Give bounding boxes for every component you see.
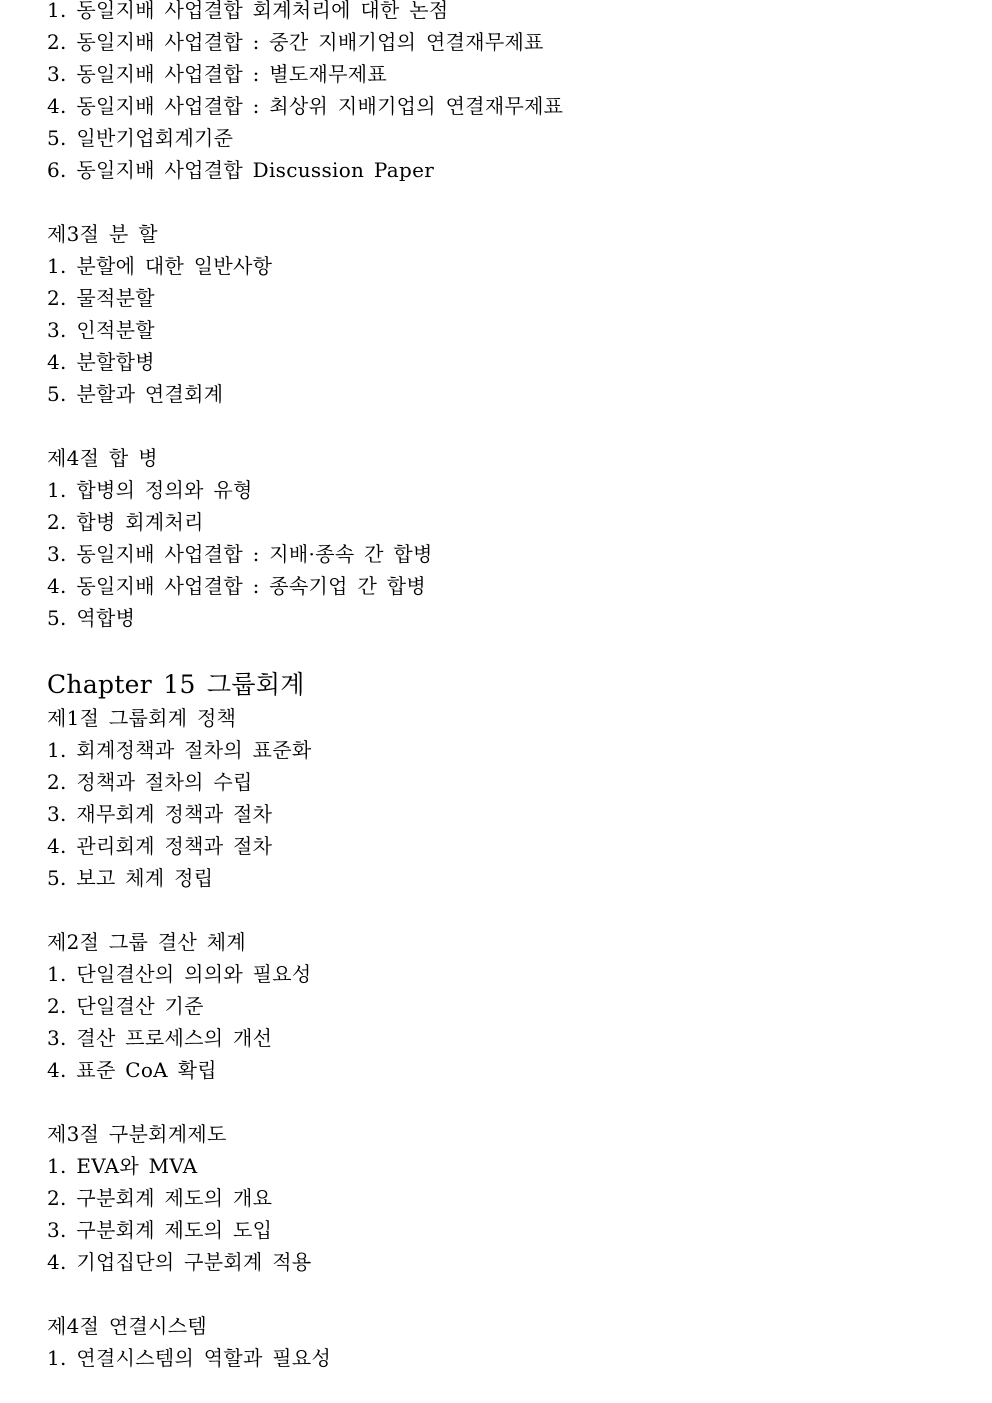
spacer [47, 1086, 967, 1118]
section-heading: 제3절 분 할 [47, 222, 158, 246]
list-item: 5. 보고 체계 정립 [47, 866, 214, 890]
list-item: 3. 인적분할 [47, 318, 155, 342]
list-item: 1. 연결시스템의 역할과 필요성 [47, 1346, 332, 1370]
list-item: 4. 동일지배 사업결합 : 종속기업 간 합병 [47, 574, 426, 598]
list-item: 1. EVA와 MVA [47, 1154, 198, 1178]
list-item: 4. 표준 CoA 확립 [47, 1058, 217, 1082]
chapter-title: Chapter 15 그룹회계 [47, 670, 305, 699]
section-heading: 제4절 합 병 [47, 446, 158, 470]
spacer [47, 410, 967, 442]
chapter15-section3 [47, 1118, 967, 1278]
list-item: 4. 관리회계 정책과 절차 [47, 834, 273, 858]
section-split [47, 218, 967, 410]
list-item: 2. 구분회계 제도의 개요 [47, 1186, 273, 1210]
list-item: 5. 역합병 [47, 606, 136, 630]
list-item: 1. 회계정책과 절차의 표준화 [47, 738, 312, 762]
list-item: 1. 단일결산의 의의와 필요성 [47, 962, 312, 986]
spacer [47, 894, 967, 926]
list-item: 3. 동일지배 사업결합 : 지배·종속 간 합병 [47, 542, 433, 566]
list-item: 2. 정책과 절차의 수립 [47, 770, 253, 794]
list-item: 4. 분할합병 [47, 350, 155, 374]
section-heading: 제2절 그룹 결산 체계 [47, 930, 246, 954]
list-item: 5. 분할과 연결회계 [47, 382, 224, 406]
list-item: 2. 동일지배 사업결합 : 중간 지배기업의 연결재무제표 [47, 30, 544, 54]
spacer [47, 634, 967, 666]
document-page [47, 0, 967, 1374]
list-item: 4. 동일지배 사업결합 : 최상위 지배기업의 연결재무제표 [47, 94, 564, 118]
chapter15-section1 [47, 702, 967, 894]
list-item: 1. 분할에 대한 일반사항 [47, 254, 273, 278]
list-item: 1. 합병의 정의와 유형 [47, 478, 253, 502]
chapter15-section2 [47, 926, 967, 1086]
pre-section-list [47, 0, 967, 186]
section-heading: 제3절 구분회계제도 [47, 1122, 227, 1146]
list-item: 4. 기업집단의 구분회계 적용 [47, 1250, 312, 1274]
list-item: 1. 동일지배 사업결합 회계처리에 대한 논점 [47, 0, 449, 22]
list-item: 5. 일반기업회계기준 [47, 126, 234, 150]
spacer [47, 1278, 967, 1310]
chapter15-section4 [47, 1310, 967, 1374]
section-heading: 제1절 그룹회계 정책 [47, 706, 237, 730]
list-item: 6. 동일지배 사업결합 Discussion Paper [47, 158, 435, 182]
spacer [47, 186, 967, 218]
list-item: 2. 물적분할 [47, 286, 155, 310]
list-item: 3. 결산 프로세스의 개선 [47, 1026, 273, 1050]
section-heading: 제4절 연결시스템 [47, 1314, 208, 1338]
list-item: 3. 구분회계 제도의 도입 [47, 1218, 273, 1242]
list-item: 2. 합병 회계처리 [47, 510, 204, 534]
section-merger [47, 442, 967, 634]
list-item: 3. 재무회계 정책과 절차 [47, 802, 273, 826]
list-item: 3. 동일지배 사업결합 : 별도재무제표 [47, 62, 388, 86]
list-item: 2. 단일결산 기준 [47, 994, 204, 1018]
